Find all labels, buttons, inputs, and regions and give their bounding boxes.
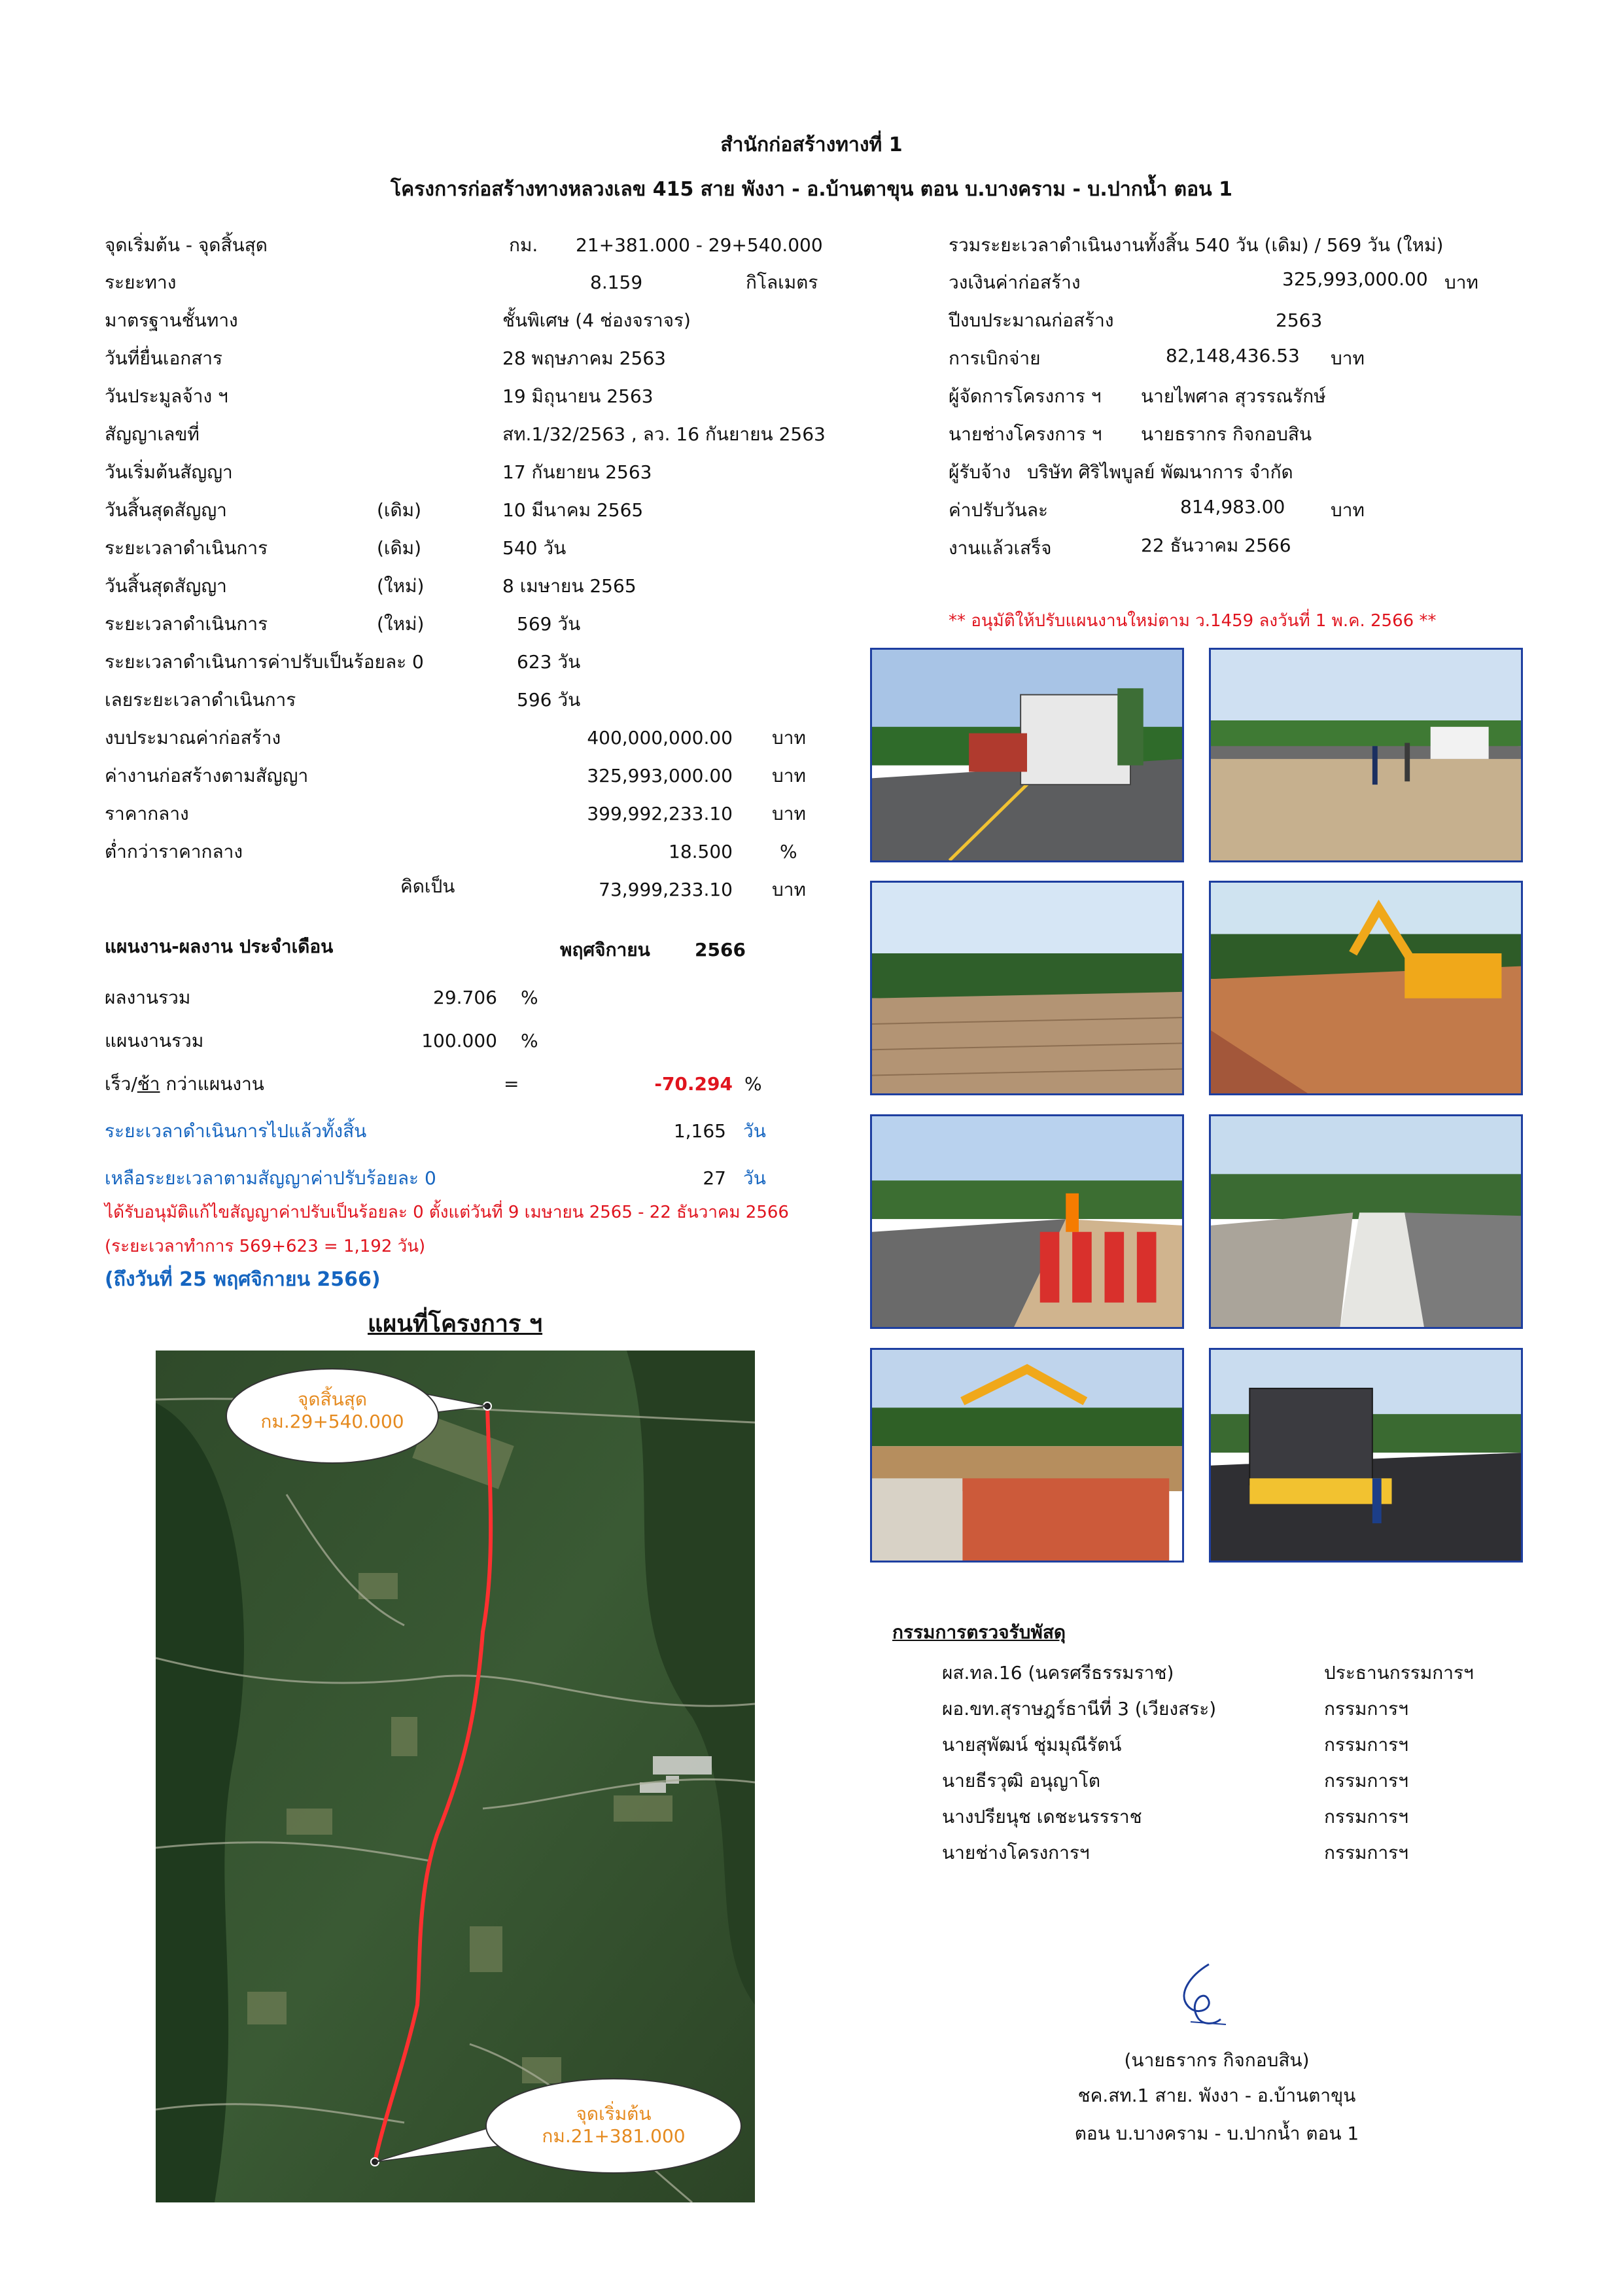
contract-value-value: 325,993,000.00 (587, 765, 733, 786)
elapsed-label: ระยะเวลาดำเนินการไปแล้วทั้งสิ้น (105, 1120, 367, 1142)
duration-fine0-label: ระยะเวลาดำเนินการค่าปรับเป็นร้อยละ 0 (105, 651, 424, 673)
contract-no-label: สัญญาเลขที่ (105, 423, 200, 445)
contractor-value: บริษัท ศิริไพบูลย์ พัฒนาการ จำกัด (1027, 461, 1293, 483)
diff-label (105, 1073, 264, 1095)
committee-member-name: นายสุพัฒน์ ชุ่มมุณีรัตน์ (942, 1734, 1122, 1756)
committee-title: กรรมการตรวจรับพัสดุ (892, 1621, 1066, 1643)
standard-value: ชั้นพิเศษ (4 ช่องจราจร) (502, 309, 691, 331)
satellite-map (156, 1351, 755, 2202)
distance-label: ระยะทาง (105, 272, 177, 293)
duration-old-tag: (เดิม) (377, 537, 422, 559)
signer-position-line1: ชค.สท.1 สาย. พังงา - อ.บ้านตาขุน (1077, 2085, 1356, 2106)
daily-fine-unit: บาท (1331, 499, 1365, 521)
below-median-value: 18.500 (669, 841, 733, 862)
budget-label: งบประมาณค่าก่อสร้าง (105, 727, 281, 749)
approval-text: ได้รับอนุมัติแก้ไขสัญญาค่าปรับเป็นร้อยละ 0 ตั้งแต่วันที่ 9 เมษายน 2565 - 22 ธันวาคม 2566 (105, 1203, 789, 1222)
contractor-label: ผู้รับจ้าง (949, 461, 1011, 483)
committee-member-role: กรรมการฯ (1324, 1734, 1408, 1756)
contract-end-new-value: 8 เมษายน 2565 (502, 575, 637, 597)
signature-mark (1163, 1956, 1242, 2035)
approval-note: ** อนุมัติให้ปรับแผนงานใหม่ตาม ว.1459 ลงวันที่ 1 พ.ค. 2566 ** (949, 611, 1437, 631)
committee-member-name: นายช่างโครงการฯ (942, 1842, 1090, 1863)
duration-fine0-value: 623 วัน (517, 651, 581, 673)
contract-end-old-tag: (เดิม) (377, 499, 422, 521)
calc-text: (ระยะเวลาทำการ 569+623 = 1,192 วัน) (105, 1237, 426, 1256)
budget-year-value: 2563 (1276, 309, 1323, 331)
submit-date-value: 28 พฤษภาคม 2563 (502, 347, 666, 369)
photo-concrete-barrier (1209, 1114, 1523, 1329)
remaining-label: เหลือระยะเวลาตามสัญญาค่าปรับร้อยละ 0 (105, 1167, 436, 1189)
submit-date-label: วันที่ยื่นเอกสาร (105, 347, 223, 369)
contract-value-unit: บาท (772, 765, 806, 786)
contract-start-label: วันเริ่มต้นสัญญา (105, 461, 233, 483)
completed-value: 22 ธันวาคม 2566 (1141, 535, 1291, 556)
contract-no-value: สท.1/32/2563 , ลว. 16 กันยายน 2563 (502, 423, 826, 445)
committee-member-name: ผส.ทล.16 (นครศรีธรรมราช) (942, 1662, 1174, 1684)
disbursed-label: การเบิกจ่าย (949, 347, 1041, 369)
disbursed-unit: บาท (1331, 347, 1365, 369)
contract-end-old-value: 10 มีนาคม 2565 (502, 499, 644, 521)
diff-label-rest: กว่าแผนงาน (160, 1073, 264, 1095)
photo-graded-roadbed (870, 881, 1184, 1095)
elapsed-value: 1,165 (673, 1120, 726, 1142)
committee-member-role: ประธานกรรมการฯ (1324, 1662, 1474, 1684)
standard-label: มาตรฐานชั้นทาง (105, 309, 238, 331)
contract-value-label: ค่างานก่อสร้างตามสัญญา (105, 765, 309, 786)
remaining-unit: วัน (743, 1167, 766, 1189)
contract-end-old-label: วันสิ้นสุดสัญญา (105, 499, 227, 521)
start-end-value: 21+381.000 - 29+540.000 (576, 234, 823, 256)
photo-excavator-formwork (870, 1348, 1184, 1563)
duration-new-value: 569 วัน (517, 613, 581, 635)
committee-member-name: นายธีรวุฒิ อนุญาโต (942, 1770, 1101, 1792)
manager-value: นายไพศาล สุวรรณรักษ์ (1141, 385, 1326, 407)
diff-value: -70.294 (654, 1073, 733, 1095)
office-title: สำนักก่อสร้างทางที่ 1 (720, 133, 903, 156)
progress-year: 2566 (695, 939, 746, 961)
remaining-value: 27 (703, 1167, 726, 1189)
contract-start-value: 17 กันยายน 2563 (502, 461, 652, 483)
committee-member-name: ผอ.ขท.สุราษฎร์ธานีที่ 3 (เวียงสระ) (942, 1698, 1217, 1720)
contract-amount-unit: บาท (1444, 272, 1478, 293)
below-median-label: ต่ำกว่าราคากลาง (105, 841, 243, 862)
engineer-value: นายธรากร กิจกอบสิน (1141, 423, 1312, 445)
progress-title: แผนงาน-ผลงาน ประจำเดือน (105, 936, 334, 957)
signer-name: (นายธรากร กิจกอบสิน) (1124, 2049, 1310, 2071)
auction-date-label: วันประมูลจ้าง ฯ (105, 385, 228, 407)
start-end-unit-prefix: กม. (509, 234, 538, 256)
distance-unit: กิโลเมตร (746, 272, 818, 293)
committee-member-name: นางปรียนุช เดชะนรรราช (942, 1806, 1142, 1828)
actual-label: ผลงานรวม (105, 987, 191, 1008)
start-point-km: กม.21+381.000 (542, 2125, 686, 2147)
project-title: โครงการก่อสร้างทางหลวงเลข 415 สาย พังงา - อ.บ้านตาขุน ตอน บ.บางคราม - บ.ปากน้ำ ตอน 1 (391, 178, 1232, 201)
plan-value: 100.000 (421, 1030, 497, 1051)
median-price-label: ราคากลาง (105, 803, 189, 824)
equals-unit: บาท (772, 879, 806, 900)
manager-label: ผู้จัดการโครงการ ฯ (949, 385, 1102, 407)
elapsed-unit: วัน (743, 1120, 766, 1142)
median-price-value: 399,992,233.10 (587, 803, 733, 824)
actual-value: 29.706 (433, 987, 497, 1008)
duration-new-tag: (ใหม่) (377, 613, 425, 635)
duration-old-value: 540 วัน (502, 537, 567, 559)
plan-unit: % (521, 1030, 538, 1051)
signer-position-line2: ตอน บ.บางคราม - บ.ปากน้ำ ตอน 1 (1074, 2123, 1359, 2144)
start-point-label (486, 2103, 741, 2147)
diff-unit: % (744, 1073, 762, 1095)
budget-value: 400,000,000.00 (587, 727, 733, 749)
contract-end-new-label: วันสิ้นสุดสัญญา (105, 575, 227, 597)
engineer-label: นายช่างโครงการ ฯ (949, 423, 1102, 445)
distance-value: 8.159 (590, 272, 643, 293)
contract-amount-value: 325,993,000.00 (1282, 268, 1428, 290)
equals-label: คิดเป็น (400, 875, 455, 897)
equals-value: 73,999,233.10 (599, 879, 733, 900)
project-map (156, 1351, 755, 2202)
photo-survey-workers (1209, 648, 1523, 862)
photo-asphalt-paver (1209, 1348, 1523, 1563)
photo-milling-machine (870, 648, 1184, 862)
actual-unit: % (521, 987, 538, 1008)
budget-unit: บาท (772, 727, 806, 749)
map-title: แผนที่โครงการ ฯ (368, 1311, 543, 1337)
auction-date-value: 19 มิถุนายน 2563 (502, 385, 654, 407)
overdue-value: 596 วัน (517, 689, 581, 711)
diff-equals: = (504, 1073, 519, 1095)
committee-member-role: กรรมการฯ (1324, 1842, 1408, 1863)
overdue-label: เลยระยะเวลาดำเนินการ (105, 689, 296, 711)
completed-label: งานแล้วเสร็จ (949, 537, 1052, 559)
photo-excavator-red-soil (1209, 881, 1523, 1095)
committee-member-role: กรรมการฯ (1324, 1698, 1408, 1720)
start-end-label: จุดเริ่มต้น - จุดสิ้นสุด (105, 234, 268, 256)
progress-month: พฤศจิกายน (560, 939, 650, 961)
below-median-unit: % (780, 841, 797, 862)
duration-old-label: ระยะเวลาดำเนินการ (105, 537, 268, 559)
plan-label: แผนงานรวม (105, 1030, 204, 1051)
photo-barrier-formwork (870, 1114, 1184, 1329)
daily-fine-label: ค่าปรับวันละ (949, 499, 1049, 521)
end-point-label (226, 1388, 438, 1433)
diff-label-fast: เร็ว/ (105, 1073, 137, 1095)
contract-end-new-tag: (ใหม่) (377, 575, 425, 597)
committee-member-role: กรรมการฯ (1324, 1770, 1408, 1792)
end-point-title: จุดสิ้นสุด (297, 1388, 368, 1410)
budget-year-label: ปีงบประมาณก่อสร้าง (949, 309, 1114, 331)
as-of-date: (ถึงวันที่ 25 พฤศจิกายน 2566) (105, 1268, 381, 1291)
start-point-title: จุดเริ่มต้น (576, 2103, 652, 2125)
median-price-unit: บาท (772, 803, 806, 824)
contract-amount-label: วงเงินค่าก่อสร้าง (949, 272, 1081, 293)
daily-fine-value: 814,983.00 (1180, 496, 1285, 518)
disbursed-value: 82,148,436.53 (1166, 345, 1300, 366)
committee-member-role: กรรมการฯ (1324, 1806, 1408, 1828)
total-duration: รวมระยะเวลาดำเนินงานทั้งสิ้น 540 วัน (เดิม) / 569 วัน (ใหม่) (949, 234, 1444, 256)
duration-new-label: ระยะเวลาดำเนินการ (105, 613, 268, 635)
end-point-km: กม.29+540.000 (260, 1411, 404, 1432)
diff-label-slow: ช้า (137, 1073, 160, 1095)
